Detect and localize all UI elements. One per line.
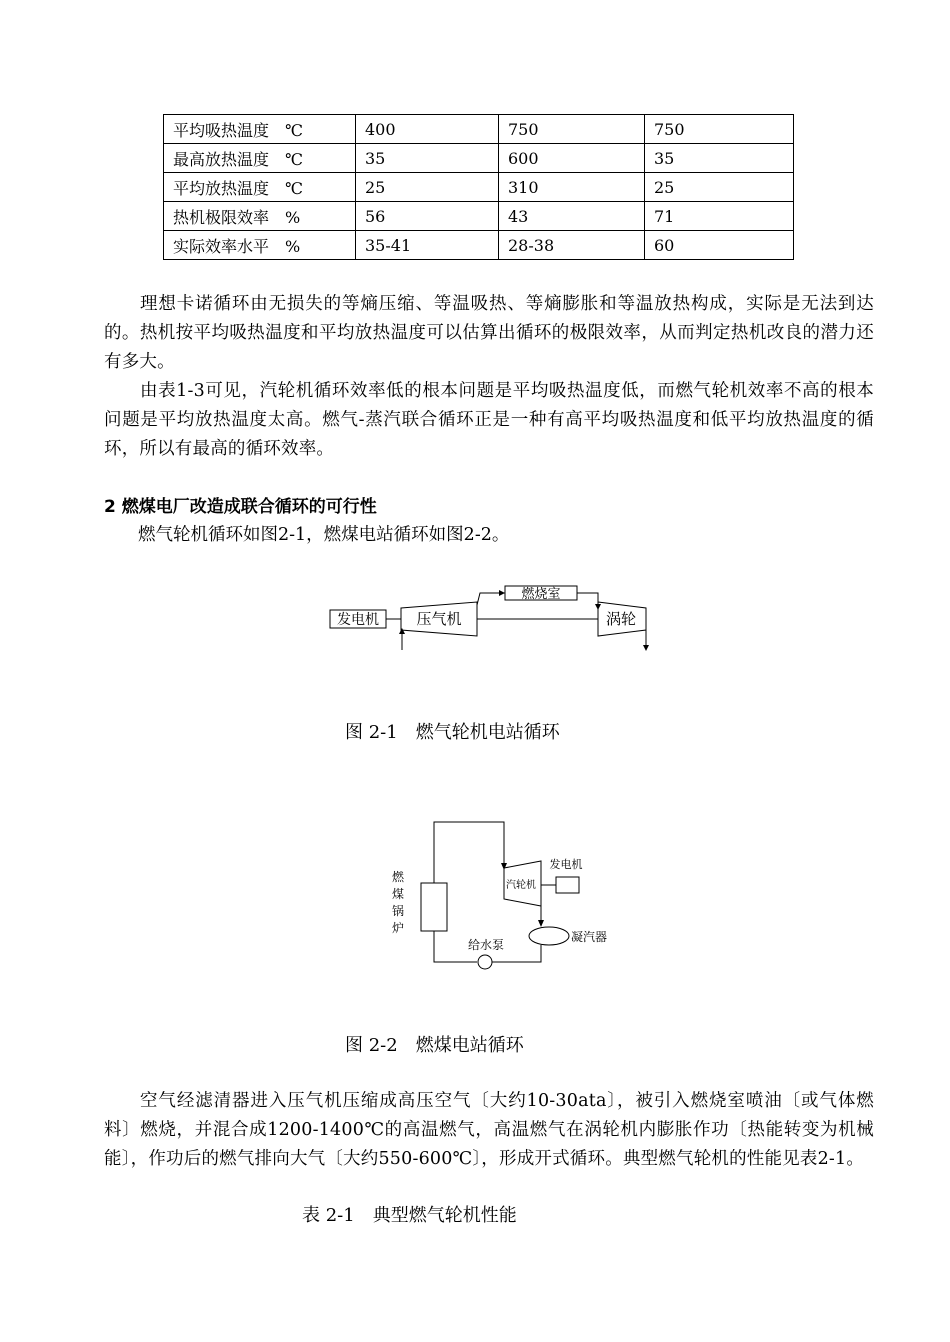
section-intro: 燃气轮机循环如图2-1，燃煤电站循环如图2-2。 bbox=[138, 525, 510, 545]
paragraph-carnot: 理想卡诺循环由无损失的等熵压缩、等温吸热、等熵膨胀和等温放热构成，实际是无法到达的。热机按平均吸热温度和平均放热温度可以估算出循环的极限效率，从而判定热机改良的潜力还有多大。 bbox=[104, 294, 874, 372]
table-cell: 400 bbox=[356, 115, 499, 144]
table-cell: 750 bbox=[645, 115, 794, 144]
turbine-label: 涡轮 bbox=[605, 610, 637, 628]
table-cell: 56 bbox=[356, 202, 499, 231]
table-cell: 25 bbox=[356, 173, 499, 202]
generator-label: 发电机 bbox=[337, 612, 379, 628]
table-row bbox=[164, 202, 794, 231]
compressor-label: 压气机 bbox=[416, 610, 462, 628]
compressor-shape bbox=[401, 602, 477, 636]
steam-turbine-label: 汽轮机 bbox=[506, 880, 536, 891]
table-cell: 实际效率水平 % bbox=[164, 231, 356, 260]
table-cell: 310 bbox=[499, 173, 645, 202]
paragraph-efficiency: 由表1-3可见，汽轮机循环效率低的根本问题是平均吸热温度低，而燃气轮机效率不高的根本问题是平均放热温度太高。燃气-蒸汽联合循环正是一种有高平均吸热温度和低平均放热温度的循环，所以有最高的循环效率。 bbox=[104, 381, 874, 459]
table-cell: 750 bbox=[499, 115, 645, 144]
condenser-label: 凝汽器 bbox=[571, 930, 608, 944]
section-heading: 2 燃煤电厂改造成联合循环的可行性 bbox=[104, 497, 377, 517]
coal-plant-diagram bbox=[421, 822, 579, 969]
boiler-label-char: 煤 bbox=[391, 887, 405, 901]
table-cell: 25 bbox=[645, 173, 794, 202]
table-row bbox=[164, 115, 794, 144]
figure-caption-2-1: 图 2-1 燃气轮机电站循环 bbox=[345, 722, 560, 743]
table-cell: 热机极限效率 % bbox=[164, 202, 356, 231]
table-caption-2-1: 表 2-1 典型燃气轮机性能 bbox=[302, 1205, 517, 1226]
turbine-shape bbox=[598, 602, 646, 636]
table-cell: 平均吸热温度 ℃ bbox=[164, 115, 356, 144]
generator-box bbox=[330, 610, 386, 628]
pump-circle bbox=[478, 955, 492, 969]
boiler-box bbox=[421, 883, 447, 931]
table-cell: 平均放热温度 ℃ bbox=[164, 173, 356, 202]
pump-label: 给水泵 bbox=[467, 938, 505, 952]
boiler-label-char: 炉 bbox=[391, 921, 405, 935]
boiler-label-char: 锅 bbox=[391, 904, 405, 918]
table-row bbox=[164, 144, 794, 173]
generator-box-2 bbox=[556, 877, 579, 893]
combustor-label: 燃烧室 bbox=[521, 587, 561, 602]
paragraph-gas-turbine: 空气经滤清器进入压气机压缩成高压空气〔大约10-30ata〕，被引入燃烧室喷油〔或气体燃料〕燃烧，并混合成1200-1400℃的高温燃气，高温燃气在涡轮机内膨胀作功〔热能转变为机械能〕，作功后的燃气排向大气〔大约550-600℃〕，形成开式循环。典型燃气轮机的性能见表2-1。 bbox=[104, 1091, 874, 1169]
figure-caption-2-2: 图 2-2 燃煤电站循环 bbox=[345, 1035, 524, 1056]
table-cell: 35-41 bbox=[356, 231, 499, 260]
table-cell: 60 bbox=[645, 231, 794, 260]
table-cell: 43 bbox=[499, 202, 645, 231]
table-cell: 最高放热温度 ℃ bbox=[164, 144, 356, 173]
table-cell: 35 bbox=[356, 144, 499, 173]
condenser-ellipse bbox=[529, 927, 569, 945]
generator-label-2: 发电机 bbox=[549, 858, 583, 871]
table-cell: 28-38 bbox=[499, 231, 645, 260]
table-cell: 35 bbox=[645, 144, 794, 173]
boiler-label-char: 燃 bbox=[391, 870, 405, 884]
table-cell: 600 bbox=[499, 144, 645, 173]
steam-turbine-shape bbox=[504, 861, 541, 906]
table-row bbox=[164, 173, 794, 202]
table-row bbox=[164, 231, 794, 260]
combustor-box bbox=[505, 586, 577, 600]
table-cell: 71 bbox=[645, 202, 794, 231]
efficiency-table bbox=[163, 114, 794, 260]
